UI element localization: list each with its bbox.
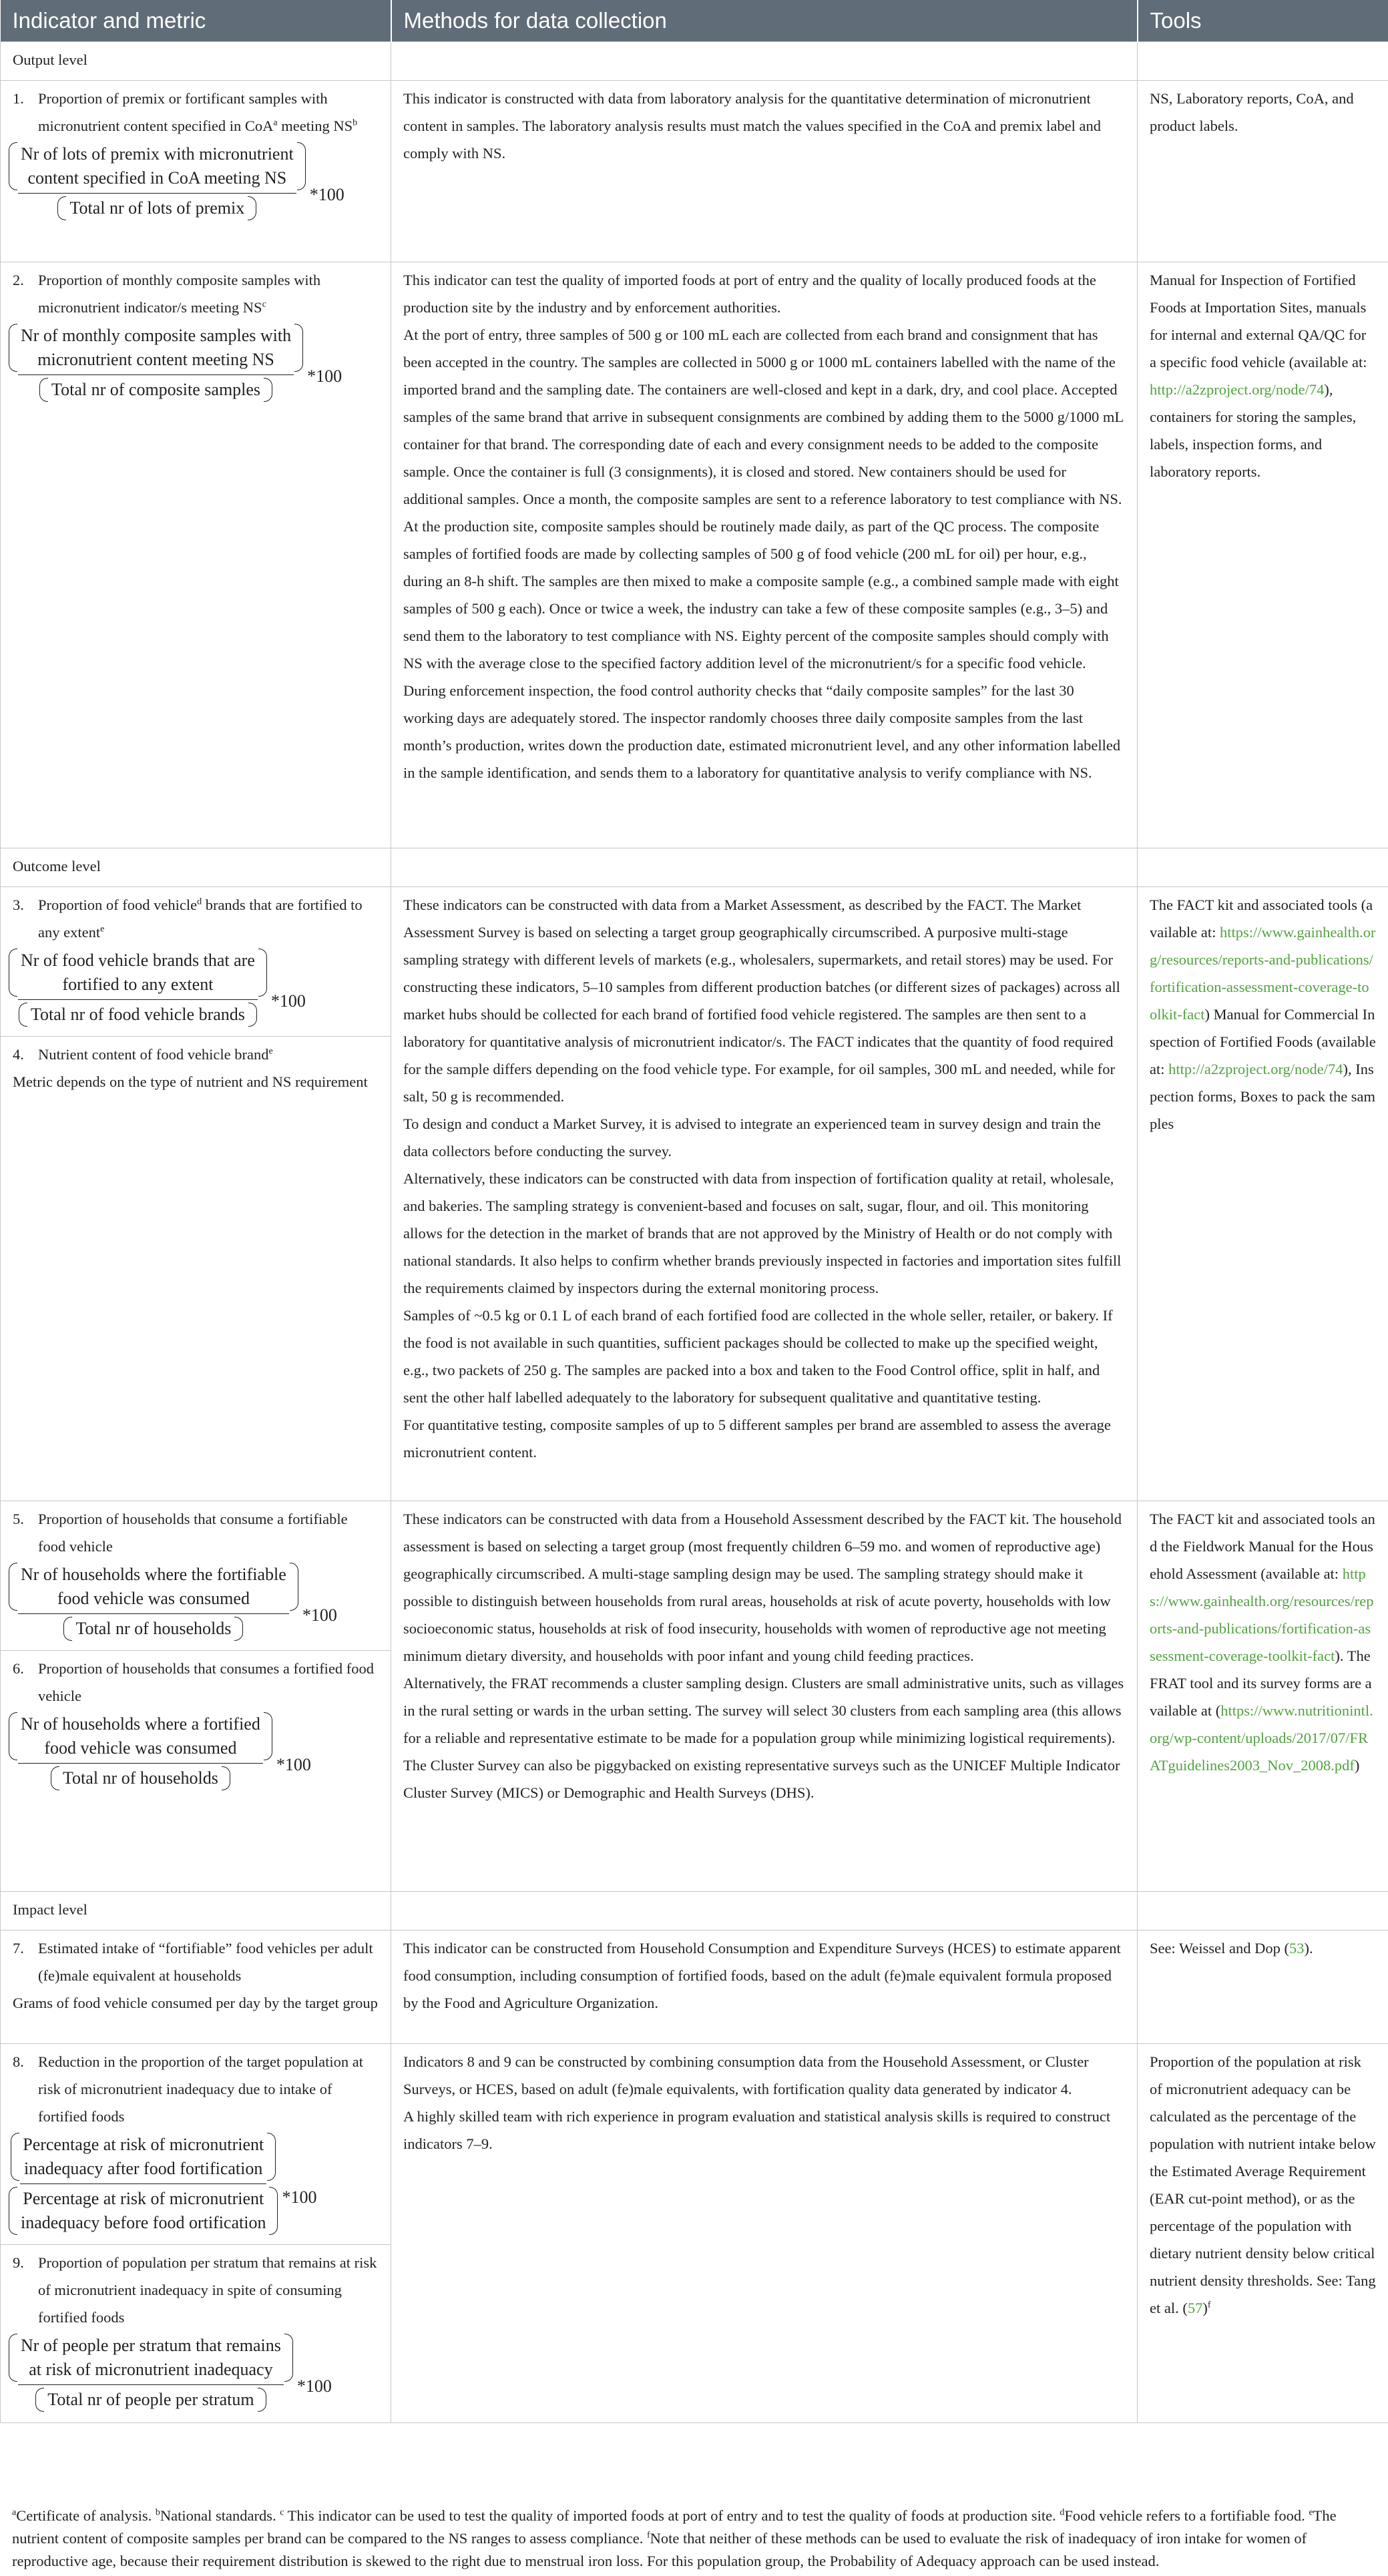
level-label-impact: Impact level (1, 1892, 391, 1930)
table-row (1, 81, 1388, 262)
metric-formula: Nr of food vehicle brands that are fortified to any extent Total nr of food vehicle brands *100 (18, 949, 306, 1027)
tools-cell: The FACT kit and associated tools and the Fieldwork Manual for the Household Assessment (available at: https://www.gainhealth.org/resources/reports-and-publications/fortification-assessment-coverage-toolkit-fact). The FRAT tool and its survey forms are available at (https://www.nutritionintl.org/wp-content/uploads/2017/07/FRATguidelines2003_Nov_2008.pdf) (1138, 1501, 1388, 1892)
tools-cell: See: Weissel and Dop (53). (1138, 1930, 1388, 2044)
indicator-cell: 5. Proportion of households that consume a fortifiable food vehicle Nr of households where the fortifiable food vehicle was consumed Total nr of households *100 6. Proportion of households that consumes a fortified food vehicle Nr of households where a fortified food vehicle was consumed Total nr of households *100 (1, 1501, 391, 1892)
reference-link[interactable]: 57 (1187, 2300, 1203, 2316)
method-cell: This indicator is constructed with data from laboratory analysis for the quantitative determination of micronutrient content in samples. The laboratory analysis results must match the values specified in the CoA and premix label and comply with NS. (391, 81, 1138, 262)
header-indicator: Indicator and metric (1, 0, 391, 42)
method-cell: These indicators can be constructed with data from a Market Assessment, as described by the FACT. The Market Assessment Survey is based on selecting a target group geographically circumscribed. A purposive multi-stage sampling strategy with different levels of markets (e.g., wholesalers, supermarkets, and retail stores) may be used. For constructing these indicators, 5–10 samples from different production batches (or different sizes of packages) across all market hubs should be collected for each brand of fortified food vehicle registered. The samples are then sent to a laboratory for quantitative analysis of micronutrient indicator/s. The FACT indicates that the quantity of food required for the sample differs depending on the food vehicle type. For example, for oil samples, 300 mL and needed, while for salt, 50 g is recommended. To design and conduct a Market Survey, it is advised to integrate an experienced team in survey design and train the data collectors before conducting the survey. Alternatively, these indicators can be constructed with data from inspection of fortification quality at retail, wholesale, and bakeries. The sampling strategy is convenient-based and focuses on salt, sugar, flour, and oil. This monitoring allows for the detection in the market of brands that are not approved by the Ministry of Health or do not comply with national standards. It also helps to confirm whether brands previously inspected in factories and importation sites fulfill the requirements claimed by inspectors during the external monitoring process. Samples of ~0.5 kg or 0.1 L of each brand of each fortified food are collected in the whole seller, retailer, or bakery. If the food is not available in such quantities, sufficient packages should be collected to make up the specified weight, e.g., two packets of 250 g. The samples are packed into a box and taken to the Food Control office, split in half, and sent the other half labelled adequately to the laboratory for subsequent qualitative and quantitative testing. For quantitative testing, composite samples of up to 5 different samples per brand are assembled to assess the average micronutrient content. (391, 887, 1138, 1501)
indicator-cell: 2. Proportion of monthly composite samples with micronutrient indicator/s meeting $NS^c$ Nr of monthly composite samples with micronutrient content meeting NS Total nr of composite samples *100 (1, 262, 391, 848)
level-row-impact (1, 1892, 1388, 1930)
method-cell: Indicators 8 and 9 can be constructed by combining consumption data from the Household Assessment, or Cluster Surveys, or HCES, based on adult (fe)male equivalents, with fortification quality data generated by indicator 4. A highly skilled team with rich experience in program evaluation and statistical analysis skills is required to construct indicators 7–9. (391, 2044, 1138, 2423)
tools-cell: NS, Laboratory reports, CoA, and product labels. (1138, 81, 1388, 262)
tools-link[interactable]: https://www.gainhealth.org/resources/reports-and-publications/fortification-assessment-coverage-toolkit-fact (1150, 924, 1376, 1023)
level-row-output (1, 42, 1388, 81)
level-label-output: Output level (1, 42, 391, 81)
table-header-row (1, 0, 1388, 42)
tools-link[interactable]: http://a2zproject.org/node/74 (1168, 1061, 1343, 1077)
metric-formula: Nr of households where the fortifiable food vehicle was consumed Total nr of households *100 (18, 1563, 337, 1641)
metric-formula: Nr of lots of premix with micronutrient content specified in CoA meeting NS Total nr of lots of premix *100 (18, 142, 344, 220)
indicator-title: Proportion of premix or fortificant samples with micronutrient content specified in CoA$^a$ meeting $NS^b$ (38, 90, 358, 134)
level-label-outcome: Outcome level (1, 848, 391, 887)
tools-link[interactable]: http://a2zproject.org/node/74 (1150, 381, 1325, 398)
indicator-cell (1, 81, 391, 262)
metric-formula: Nr of households where a fortified food vehicle was consumed Total nr of households *100 (18, 1712, 311, 1790)
level-row-outcome (1, 848, 1388, 887)
indicator-cell: 8. Reduction in the proportion of the target population at risk of micronutrient inadequacy due to intake of fortified foods Percentage at risk of micronutrient inadequacy after food fortification Percentage at risk of micronutrient inadequacy before food ortification *100 9. Proportion of population per stratum that remains at risk of micronutrient inadequacy in spite of consuming fortified foods Nr of people per stratum that remains at risk of micronutrient inadequacy Total nr of people per stratum *100 (1, 2044, 391, 2423)
reference-link[interactable]: 53 (1289, 1940, 1305, 1957)
table-footnotes: $^a$Certificate of analysis. $^b$National standards. $^c$ This indicator can be used to test the quality of imported foods at port of entry and to test the quality of foods at production site. $^d$Food vehicle refers to a fortifiable food. $^e$The nutrient content of composite samples per brand can be compared to the NS ranges to assess compliance. $^f$Note that neither of these methods can be used to evaluate the risk of inadequacy of iron intake for women of reproductive age, because their requirement distribution is skewed to the right due to menstrual iron loss. For this population group, the Probability of Adequacy approach can be used instead. (12, 2507, 1337, 2569)
table-row (1, 262, 1388, 848)
table-row (1, 2044, 1388, 2423)
metric-formula: Percentage at risk of micronutrient inadequacy after food fortification Percentage at risk of micronutrient inadequacy before food ortification *100 (18, 2133, 316, 2235)
indicator-number: 1. (13, 90, 24, 107)
tools-link[interactable]: https://www.gainhealth.org/resources/reports-and-publications/fortification-assessment-coverage-toolkit-fact (1150, 1565, 1374, 1664)
metric-formula: Nr of monthly composite samples with micronutrient content meeting NS Total nr of composite samples *100 (18, 324, 342, 402)
tools-link[interactable]: https://www.nutritionintl.org/wp-content/uploads/2017/07/FRATguidelines2003_Nov_2008.pdf (1150, 1702, 1373, 1774)
tools-cell: The FACT kit and associated tools (available at: https://www.gainhealth.org/resources/reports-and-publications/fortification-assessment-coverage-toolkit-fact) Manual for Commercial Inspection of Fortified Foods (available at: http://a2zproject.org/node/74), Inspection forms, Boxes to pack the samples (1138, 887, 1388, 1501)
method-cell: This indicator can be constructed from Household Consumption and Expenditure Surveys (HCES) to estimate apparent food consumption, including consumption of fortified foods, based on the adult (fe)male equivalent formula proposed by the Food and Agriculture Organization. (391, 1930, 1138, 2044)
tools-cell: Manual for Inspection of Fortified Foods at Importation Sites, manuals for internal and external QA/QC for a specific food vehicle (available at: http://a2zproject.org/node/74), containers for storing the samples, labels, inspection forms, and laboratory reports. (1138, 262, 1388, 848)
header-methods: Methods for data collection (391, 0, 1138, 42)
metric-formula: Nr of people per stratum that remains at risk of micronutrient inadequacy Total nr of people per stratum *100 (18, 2334, 332, 2412)
table-row (1, 1501, 1388, 1892)
tools-cell: Proportion of the population at risk of micronutrient adequacy can be calculated as the percentage of the population with nutrient intake below the Estimated Average Requirement (EAR cut-point method), or as the percentage of the population with dietary nutrient density below critical nutrient density thresholds. See: Tang et al. $(57)^f$ (1138, 2044, 1388, 2423)
method-cell: These indicators can be constructed with data from a Household Assessment described by the FACT kit. The household assessment is based on selecting a target group (most frequently children 6–59 mo. and women of reproductive age) geographically circumscribed. A multi-stage sampling design may be used. The sampling strategy should make it possible to distinguish between households from rural areas, households at risk of acute poverty, households with low socioeconomic status, households at risk of food insecurity, households with women of reproductive age not meeting minimum dietary diversity, and households with poor infant and young child feeding practices. Alternatively, the FRAT recommends a cluster sampling design. Clusters are small administrative units, such as villages in the rural setting or wards in the urban setting. The survey will select 30 clusters from each sampling area (this allows for a reliable and representative estimate to be made for a population group while minimizing logistical requirements). The Cluster Survey can also be piggybacked on existing representative surveys such as the UNICEF Multiple Indicator Cluster Survey (MICS) or Demographic and Health Surveys (DHS). (391, 1501, 1138, 1892)
header-tools: Tools (1138, 0, 1388, 42)
indicator-cell: 7. Estimated intake of “fortifiable” food vehicles per adult (fe)male equivalent at households Grams of food vehicle consumed per day by the target group (1, 1930, 391, 2044)
method-cell: This indicator can test the quality of imported foods at port of entry and the quality of locally produced foods at the production site by the industry and by enforcement authorities. At the port of entry, three samples of 500 g or 100 mL each are collected from each brand and consignment that has been accepted in the country. The samples are collected in 5000 g or 1000 mL containers labelled with the name of the imported brand and the sampling date. The containers are well-closed and kept in a dark, dry, and cool place. Accepted samples of the same brand that arrive in subsequent consignments are combined by adding them to the 5000 g/1000 mL container for that brand. The corresponding date of each and every consignment needs to be added to the composite sample. Once the container is full (3 consignments), it is closed and stored. New containers should be used for additional samples. Once a month, the composite samples are sent to a reference laboratory to test compliance with NS. At the production site, composite samples should be routinely made daily, as part of the QC process. The composite samples of fortified foods are made by collecting samples of 500 g of food vehicle (200 mL for oil) per hour, e.g., during an 8-h shift. The samples are then mixed to make a composite sample (e.g., a combined sample made with eight samples of 500 g each). Once or twice a week, the industry can take a few of these composite samples (e.g., 3–5) and send them to the laboratory to test compliance with NS. Eighty percent of the composite samples should comply with NS with the average close to the specified factory addition level of the micronutrient/s for a specific food vehicle. During enforcement inspection, the food control authority checks that “daily composite samples” for the last 30 working days are adequately stored. The inspector randomly chooses three daily composite samples from the last month’s production, writes down the production date, estimated micronutrient level, and any other information labelled in the sample identification, and sends them to a laboratory for quantitative analysis to verify compliance with NS. (391, 262, 1138, 848)
indicator-cell: 3. Proportion of food vehicle$^d$ brands that are fortified to any extent$^e$ Nr of food vehicle brands that are fortified to any extent Total nr of food vehicle brands *100 4. Nutrient content of food vehicle brand$^e$ Metric depends on the type of nutrient and NS requirement (1, 887, 391, 1501)
table-row (1, 887, 1388, 1501)
table-row (1, 1930, 1388, 2044)
